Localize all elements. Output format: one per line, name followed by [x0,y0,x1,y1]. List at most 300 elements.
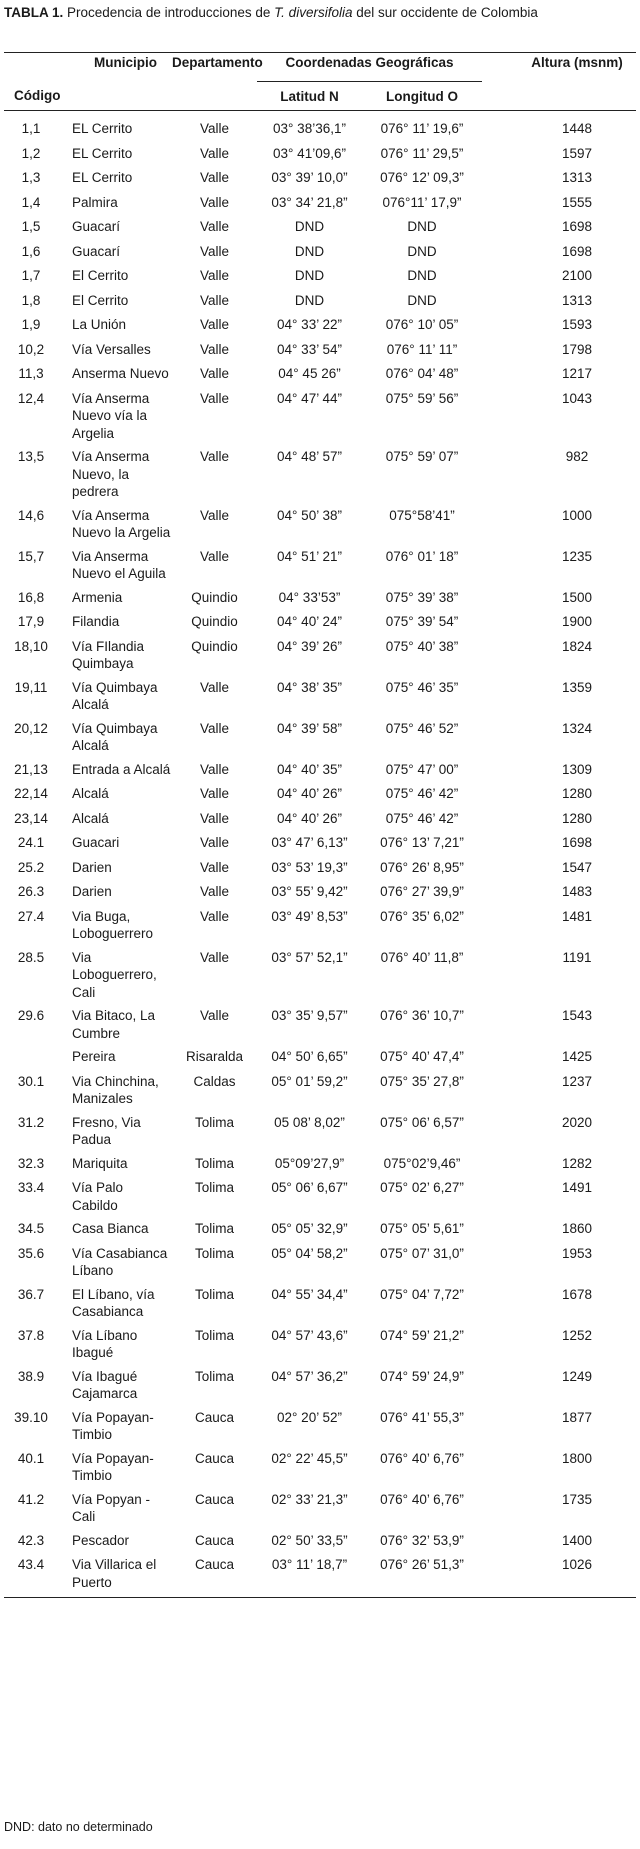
cell-longitud: DND [407,219,437,234]
cell-longitud: 076° 11’ 19,6” [380,121,464,136]
table-row [4,943,636,1002]
cell-municipio: Vía Quimbaya Alcalá [72,720,158,753]
cell-longitud: DND [407,268,437,283]
cell-municipio: Via Bitaco, La Cumbre [72,1008,156,1041]
cell-longitud: 076° 11’ 29,5” [380,145,464,161]
cell-codigo: 36.7 [17,1286,45,1302]
cell-latitud: 03° 53’ 19,3” [271,859,348,875]
cell-longitud: 076°11’ 17,9” [382,194,462,210]
table-row [4,1108,636,1149]
table-row [4,877,636,902]
cell-municipio: Vía Casabianca Líbano [72,1245,168,1278]
cell-departamento: Valle [199,761,230,777]
cell-latitud: 03° 47’ 6,13” [271,835,348,850]
cell-codigo [4,1042,66,1067]
cell-departamento: Quindio [191,638,238,654]
cell-altura: 1678 [561,1286,593,1302]
cell-codigo: 43.4 [17,1557,45,1572]
cell-latitud: 04° 33’ 22” [277,317,342,332]
cell-departamento: Valle [199,449,230,464]
header-departamento-spacer [172,82,257,111]
caption-text-before: Procedencia de introducciones de [67,5,271,20]
cell-latitud: 04° 48’ 57” [277,449,342,464]
cell-altura: 1313 [561,170,593,185]
cell-altura: 1491 [561,1180,593,1195]
cell-longitud: DND [407,292,437,308]
table-row [4,902,636,943]
cell-municipio: Vía Quimbaya Alcalá [72,679,158,712]
cell-altura: 1798 [561,341,593,357]
cell-codigo: 25.2 [17,859,45,875]
cell-municipio: Armenia [72,589,123,605]
cell-municipio: Vía Anserma Nuevo, la pedrera [72,449,150,499]
cell-altura: 1026 [561,1557,593,1572]
cell-departamento: Tolima [194,1221,234,1236]
cell-latitud: 04° 45 26” [278,366,341,381]
cell-altura: 1249 [561,1368,593,1384]
caption-label: TABLA 1. [4,5,64,20]
cell-municipio: Vía Versalles [72,341,151,357]
cell-codigo: 19,11 [14,679,48,695]
cell-longitud: 076° 36’ 10,7” [380,1008,464,1023]
table-row [4,1001,636,1042]
cell-longitud: 075°58’41” [389,507,455,523]
table-row [4,1526,636,1551]
table-row [4,286,636,311]
cell-municipio: Alcalá [72,810,109,826]
cell-longitud: 075° 07’ 31,0” [380,1245,464,1261]
cell-departamento: Valle [199,949,230,965]
cell-departamento: Valle [199,835,230,850]
cell-codigo: 1,6 [21,243,41,259]
cell-latitud: 04° 33’ 54” [277,341,342,357]
cell-longitud: 076° 27’ 39,9” [380,884,464,899]
cell-codigo: 41.2 [17,1491,45,1507]
cell-departamento: Valle [199,121,230,136]
cell-municipio: Vía Ibagué Cajamarca [72,1368,138,1401]
cell-longitud: 074° 59’ 21,2” [380,1327,464,1343]
header-codigo: Código [14,88,61,104]
cell-altura: 2020 [561,1114,593,1130]
table-row [4,1362,636,1403]
cell-altura: 1877 [561,1409,593,1425]
cell-longitud: 076° 12’ 09,3” [380,170,464,185]
cell-municipio: Filandia [72,614,120,629]
cell-altura: 1953 [561,1245,593,1261]
cell-latitud: 04° 51’ 21” [277,548,342,564]
table-row [4,1485,636,1526]
cell-departamento: Tolima [194,1368,234,1384]
cell-latitud: 05 08’ 8,02” [274,1114,345,1130]
table-row [4,1321,636,1362]
cell-municipio: EL Cerrito [72,170,133,185]
header-codigo-spacer [4,53,66,82]
cell-departamento: Quindio [191,614,238,629]
cell-latitud: 05° 01’ 59,2” [271,1073,348,1089]
cell-latitud: 04° 47’ 44” [277,390,342,406]
cell-longitud: 076° 11’ 11” [386,341,458,357]
cell-latitud: 04° 55’ 34,4” [271,1286,348,1302]
cell-latitud: 03° 35’ 9,57” [271,1008,348,1023]
cell-codigo: 35.6 [17,1245,45,1261]
cell-departamento: Tolima [194,1180,234,1195]
table-row [4,163,636,188]
header-altura: Altura (msnm) [531,55,623,70]
cell-altura: 1280 [561,786,593,801]
table-row [4,384,636,443]
cell-departamento: Valle [199,859,230,875]
cell-municipio: Vía Popayan-Timbio [72,1450,154,1483]
cell-departamento: Valle [199,194,230,210]
cell-codigo: 1,4 [21,194,41,210]
cell-municipio: Via Loboguerrero, Cali [72,949,157,1000]
cell-latitud: 03° 49’ 8,53” [271,908,348,924]
cell-departamento: Tolima [194,1286,234,1302]
cell-altura: 1000 [561,507,593,523]
cell-latitud: DND [294,292,325,308]
cell-codigo: 1,7 [21,268,41,283]
table-row [4,853,636,878]
cell-departamento: Valle [199,810,230,826]
table-row [4,1550,636,1598]
cell-codigo: 1,1 [21,121,41,136]
cell-longitud: 075° 39’ 38” [385,589,459,605]
cell-departamento: Tolima [194,1245,234,1261]
cell-municipio: Via Buga, Loboguerrero [72,908,154,941]
cell-longitud: 076° 41’ 55,3” [380,1409,464,1425]
cell-latitud: 03° 55’ 9,42” [271,884,348,899]
cell-latitud: 05° 05’ 32,9” [271,1221,348,1236]
cell-codigo: 1,3 [21,170,41,185]
cell-latitud: 05°09’27,9” [274,1155,345,1171]
cell-municipio: Guacarí [72,219,121,234]
header-latitud: Latitud N [280,88,339,104]
cell-latitud: 04° 50’ 6,65” [271,1049,348,1064]
cell-municipio: Guacari [72,835,120,850]
cell-departamento: Quindio [191,589,238,605]
cell-departamento: Valle [199,884,230,899]
table-row [4,1173,636,1214]
cell-departamento: Valle [199,507,230,523]
cell-latitud: 02° 20’ 52” [277,1409,342,1425]
cell-latitud: 04° 40’ 35” [277,761,342,777]
cell-longitud: 076° 10’ 05” [385,317,459,332]
cell-departamento: Tolima [194,1155,234,1171]
table-row [4,237,636,262]
header-coordenadas: Coordenadas Geográficas [257,53,482,82]
cell-latitud: 05° 04’ 58,2” [271,1245,348,1261]
cell-departamento: Valle [199,786,230,801]
cell-altura: 1309 [561,761,593,777]
table-row [4,212,636,237]
table-row [4,359,636,384]
cell-latitud: 02° 22’ 45,5” [271,1450,348,1466]
cell-codigo: 30.1 [17,1073,45,1089]
cell-codigo: 31.2 [17,1114,45,1130]
cell-municipio: EL Cerrito [72,121,133,136]
cell-altura: 1425 [561,1049,593,1064]
cell-codigo: 21,13 [14,761,48,777]
cell-departamento: Valle [199,366,230,381]
cell-latitud: DND [294,219,325,234]
cell-altura: 1735 [561,1491,593,1507]
header-municipio-spacer [66,82,172,111]
table-row [4,310,636,335]
table-row [4,779,636,804]
cell-longitud: 076° 40’ 6,76” [380,1450,464,1466]
cell-departamento: Cauca [194,1491,235,1507]
cell-departamento: Valle [199,341,230,357]
caption-species: T. diversifolia [274,5,353,20]
cell-departamento: Caldas [193,1073,236,1089]
cell-municipio: El Cerrito [72,268,129,283]
cell-longitud: 075° 40’ 47,4” [380,1049,464,1064]
cell-altura: 1698 [561,835,593,850]
cell-latitud: 04° 38’ 35” [277,679,342,695]
cell-municipio: Vía Líbano Ibagué [72,1327,138,1360]
cell-altura: 1543 [561,1008,593,1023]
cell-longitud: 075° 40’ 38” [385,638,459,654]
table-row [4,442,636,501]
cell-latitud: 04° 33’53” [278,589,341,605]
table-header [4,53,636,111]
cell-codigo: 13,5 [17,449,45,464]
table-row [4,1042,636,1067]
cell-municipio: Vía FIlandia Quimbaya [72,638,145,671]
cell-latitud: 04° 40’ 26” [277,810,342,826]
cell-latitud: 04° 50’ 38” [277,507,342,523]
cell-altura: 1824 [561,638,593,654]
cell-codigo: 15,7 [17,548,45,564]
cell-municipio: Vía Anserma Nuevo la Argelia [72,507,171,540]
cell-departamento: Cauca [194,1532,235,1548]
cell-longitud: 075° 46’ 52” [385,720,459,736]
cell-codigo: 23,14 [14,810,48,826]
cell-altura: 1481 [561,908,593,924]
cell-departamento: Valle [199,390,230,406]
table-row [4,1444,636,1485]
cell-municipio: Fresno, Via Padua [72,1114,141,1147]
cell-longitud: 075° 02’ 6,27” [380,1180,464,1195]
cell-latitud: 02° 50’ 33,5” [271,1532,348,1548]
table-caption [4,4,634,22]
cell-longitud: 075°02’9,46” [383,1155,461,1171]
cell-departamento: Valle [199,170,230,185]
cell-longitud: 075° 35’ 27,8” [380,1073,464,1089]
caption-text-after: del sur occidente de Colombia [356,5,538,20]
cell-municipio: Vía Popayan-Timbio [72,1409,154,1442]
cell-longitud: 075° 05’ 5,61” [380,1221,464,1236]
cell-altura: 1324 [561,720,593,736]
table-row [4,1403,636,1444]
cell-altura: 1698 [561,243,593,259]
cell-codigo: 39.10 [14,1409,48,1425]
cell-departamento: Risaralda [185,1049,244,1064]
cell-latitud: 03° 38’36,1” [273,121,346,136]
cell-altura: 1483 [561,884,593,899]
procedencia-table [4,52,636,1598]
table-row [4,714,636,755]
cell-altura: 1698 [561,219,593,234]
cell-municipio: EL Cerrito [72,145,133,161]
cell-codigo: 1,2 [21,145,41,161]
cell-codigo: 34.5 [17,1221,45,1236]
cell-municipio: Anserma Nuevo [72,366,169,381]
cell-longitud: 076° 35’ 6,02” [380,908,464,924]
cell-codigo: 18,10 [14,638,48,654]
cell-codigo: 14,6 [17,507,45,523]
cell-longitud: 075° 59’ 07” [385,449,459,464]
cell-altura: 1043 [561,390,593,406]
cell-departamento: Valle [199,268,230,283]
cell-municipio: Alcalá [72,786,109,801]
cell-longitud: 075° 59’ 56” [385,390,459,406]
table-row [4,1280,636,1321]
cell-codigo: 32.3 [17,1155,45,1171]
cell-altura: 1252 [561,1327,593,1343]
cell-municipio: Pescador [72,1532,130,1548]
data-table-container [4,52,636,1598]
cell-municipio: Palmira [72,194,118,210]
cell-altura: 2100 [561,268,593,283]
cell-codigo: 27.4 [17,908,45,924]
cell-altura: 1597 [561,145,593,161]
cell-longitud: 076° 01’ 18” [385,548,459,564]
cell-departamento: Valle [199,679,230,695]
cell-departamento: Valle [199,243,230,259]
cell-municipio: Darien [72,884,112,899]
table-row [4,188,636,213]
header-longitud: Longitud O [386,88,458,104]
cell-municipio: Casa Bianca [72,1221,149,1236]
cell-longitud: 076° 40’ 11,8” [380,949,464,965]
cell-altura: 1282 [561,1155,593,1171]
table-row [4,755,636,780]
table-row [4,607,636,632]
cell-municipio: Vía Palo Cabildo [72,1180,124,1213]
cell-longitud: 076° 04’ 48” [385,366,459,381]
cell-codigo: 26.3 [17,884,45,899]
cell-codigo: 1,9 [21,317,41,332]
table-row [4,1067,636,1108]
cell-municipio: Vía Anserma Nuevo vía la Argelia [72,390,150,441]
cell-codigo: 20,12 [14,720,48,736]
cell-longitud: 075° 39’ 54” [385,614,459,629]
cell-municipio: Entrada a Alcalá [72,761,171,777]
cell-altura: 1860 [561,1221,593,1236]
cell-longitud: 075° 06’ 6,57” [380,1114,464,1130]
cell-latitud: 03° 11’ 18,7” [271,1557,348,1572]
cell-latitud: 02° 33’ 21,3” [271,1491,348,1507]
cell-municipio: Darien [72,859,112,875]
table-row [4,1214,636,1239]
cell-codigo: 11,3 [18,366,44,381]
cell-longitud: 076° 26’ 8,95” [380,859,464,875]
cell-departamento: Cauca [194,1409,235,1425]
cell-municipio: Vía Popyan - Cali [72,1491,151,1524]
cell-latitud: 04° 40’ 26” [277,786,342,801]
cell-departamento: Valle [199,548,230,564]
cell-longitud: 075° 46’ 42” [385,786,459,801]
cell-latitud: 04° 39’ 26” [277,638,342,654]
cell-municipio: Via Villarica el Puerto [72,1557,157,1590]
cell-codigo: 29.6 [17,1008,45,1023]
cell-longitud: 075° 04’ 7,72” [380,1286,464,1302]
cell-municipio: Via Chinchina, Manizales [72,1073,159,1106]
table-body [4,111,636,1598]
cell-codigo: 10,2 [17,341,45,357]
table-row [4,335,636,360]
cell-departamento: Tolima [194,1327,234,1343]
cell-altura: 1900 [561,614,593,629]
cell-codigo: 16,8 [17,589,45,605]
cell-latitud: DND [294,243,325,259]
cell-latitud: 04° 57’ 36,2” [271,1368,348,1384]
table-row [4,261,636,286]
cell-altura: 1555 [561,194,593,210]
cell-longitud: 075° 46’ 35” [385,679,459,695]
table-footnote: DND: dato no determinado [4,1820,153,1834]
cell-altura: 1237 [561,1073,593,1089]
cell-latitud: 03° 34’ 21,8” [271,194,348,210]
cell-municipio: Mariquita [72,1155,128,1171]
header-departamento: Departamento [172,55,263,70]
cell-altura: 1500 [561,589,593,605]
cell-codigo: 38.9 [17,1368,45,1384]
cell-municipio: Guacarí [72,243,121,259]
cell-altura: 1280 [561,810,593,826]
cell-departamento: Valle [199,292,230,308]
cell-longitud: 075° 46’ 42” [385,810,459,826]
cell-altura: 1191 [562,949,592,965]
cell-codigo: 1,8 [21,292,41,308]
cell-municipio: Via Anserma Nuevo el Aguila [72,548,166,581]
cell-altura: 1400 [561,1532,593,1548]
cell-municipio: Pereira [72,1049,116,1064]
table-row [4,542,636,583]
cell-departamento: Valle [199,1008,230,1023]
cell-codigo: 12,4 [17,390,45,406]
cell-longitud: 076° 32’ 53,9” [380,1532,464,1548]
cell-altura: 1359 [561,679,593,695]
cell-longitud: 074° 59’ 24,9” [380,1368,464,1384]
cell-latitud: 05° 06’ 6,67” [271,1180,348,1195]
cell-codigo: 1,5 [21,219,41,234]
cell-altura: 982 [565,449,589,464]
cell-departamento: Tolima [194,1114,234,1130]
cell-codigo: 42.3 [17,1532,45,1548]
cell-altura: 1547 [561,859,593,875]
cell-altura: 1313 [561,292,593,308]
cell-altura: 1800 [561,1450,593,1466]
cell-latitud: 03° 57’ 52,1” [271,949,348,965]
cell-municipio: El Cerrito [72,292,129,308]
table-row [4,583,636,608]
cell-longitud: 076° 26’ 51,3” [380,1557,464,1572]
cell-latitud: 03° 41’09,6” [273,145,346,161]
cell-departamento: Cauca [194,1450,235,1466]
table-row [4,673,636,714]
cell-departamento: Valle [199,908,230,924]
cell-codigo: 33.4 [17,1180,45,1195]
cell-codigo: 24.1 [17,835,45,850]
cell-municipio: El Líbano, vía Casabianca [72,1286,155,1319]
cell-latitud: DND [294,268,325,283]
cell-latitud: 03° 39’ 10,0” [271,170,348,185]
cell-departamento: Valle [199,720,230,736]
cell-departamento: Valle [199,317,230,332]
cell-altura: 1593 [561,317,593,332]
